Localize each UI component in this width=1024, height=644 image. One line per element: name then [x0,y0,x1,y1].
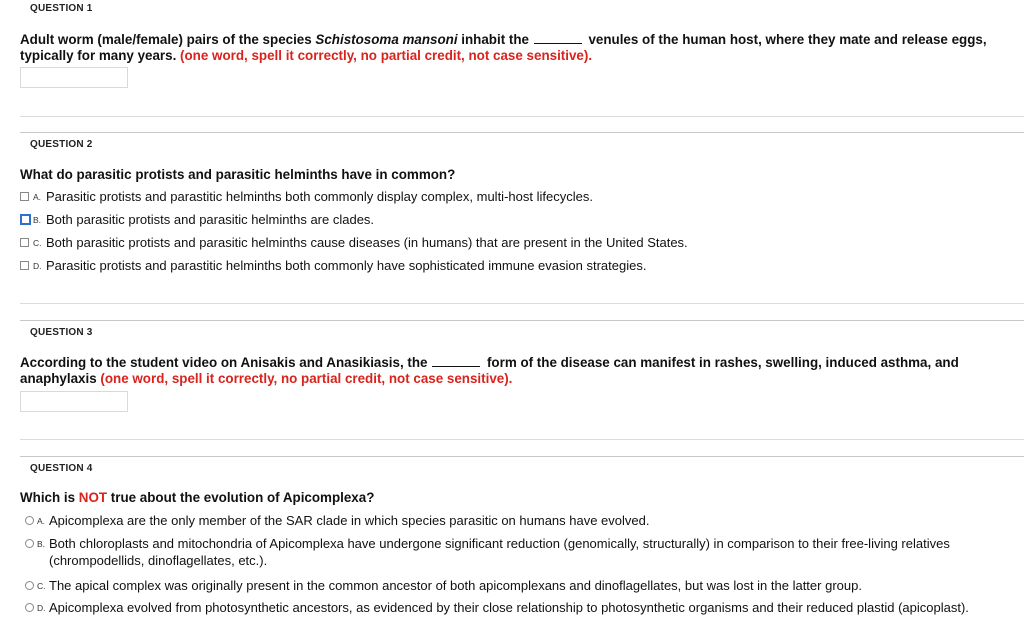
option-text: Apicomplexa are the only member of the SAR clade in which species parasitic on humans have evolved. [49,513,650,528]
question-4-option-b[interactable] [20,535,1010,571]
divider [20,132,1024,133]
question-4-option-a[interactable] [20,512,1010,530]
question-4-prompt-start: Which is [20,490,79,505]
option-letter: C. [37,581,46,591]
option-text: Parasitic protists and parastitic helminths both commonly display complex, multi-host lifecycles. [46,189,593,204]
answer-instructions: (one word, spell it correctly, no partial credit, not case sensitive). [100,371,513,386]
fill-in-blank [534,33,582,44]
question-2-header: QUESTION 2 [30,139,93,150]
checkbox[interactable] [20,238,29,247]
option-letter: B. [37,539,46,549]
radio-button[interactable] [25,603,34,612]
question-1-prompt-start: Adult worm (male/female) pairs of the species [20,32,316,47]
emphasis-not: NOT [78,490,108,505]
question-2-option-a[interactable] [20,188,1010,206]
question-1-prompt-mid: inhabit the [457,32,529,47]
radio-button[interactable] [25,516,34,525]
question-4-header: QUESTION 4 [30,463,93,474]
option-text: Apicomplexa evolved from photosynthetic ancestors, as evidenced by their close relationship to photosynthetic organisms and their reduced plastid (apicoplast). [49,600,969,615]
option-text: Both parasitic protists and parasitic helminths cause diseases (in humans) that are present in the United States. [46,235,688,250]
radio-button[interactable] [25,581,34,590]
option-text: The apical complex was originally present in the common ancestor of both apicomplexans and dinoflagellates, but was lost in the latter group. [49,578,862,593]
divider [20,320,1024,321]
species-name: Schistosoma mansoni [315,32,458,47]
divider [20,456,1024,457]
answer-instructions: (one word, spell it correctly, no partial credit, not case sensitive). [180,48,593,63]
option-letter: D. [33,261,42,271]
option-letter: C. [33,238,42,248]
question-3-answer-input[interactable] [20,391,128,412]
option-letter: D. [37,603,46,613]
question-3-header: QUESTION 3 [30,327,93,338]
checkbox[interactable] [20,261,29,270]
option-letter: B. [33,215,42,225]
question-4-option-d[interactable] [20,599,1010,635]
checkbox[interactable] [20,192,29,201]
question-1-prompt [20,32,1010,64]
question-1-header: QUESTION 1 [30,3,93,14]
divider [20,439,1024,440]
option-text: Both parasitic protists and parasitic helminths are clades. [46,212,375,227]
option-text: Parasitic protists and parastitic helminths both commonly have sophisticated immune evasion strategies. [46,258,647,273]
question-3-prompt [20,355,1010,387]
question-4-prompt-end: true about the evolution of Apicomplexa? [107,490,375,505]
divider [20,116,1024,117]
question-1-answer-input[interactable] [20,67,128,88]
question-2-option-d[interactable] [20,257,1010,275]
question-2-option-c[interactable] [20,234,1010,252]
option-letter: A. [33,192,42,202]
question-2-prompt: What do parasitic protists and parasitic helminths have in common? [20,167,456,182]
option-letter: A. [37,516,46,526]
question-4-option-c[interactable] [20,577,1010,595]
checkbox-selected[interactable] [20,214,31,225]
question-1-prompt-end: venules of the human host, where they mate and release eggs, typically for many years. [20,32,987,63]
question-3-prompt-end: form of the disease can manifest in rashes, swelling, induced asthma, and anaphylaxis [20,355,959,386]
fill-in-blank [432,356,480,367]
option-text: Both chloroplasts and mitochondria of Apicomplexa have undergone significant reduction (genomically, structurally) in comparison to their free-living relatives (chrompodellids, dinoflagellates, etc.). [49,536,950,568]
question-4-prompt [20,490,1010,506]
divider [20,303,1024,304]
question-2-option-b[interactable] [20,211,1010,229]
radio-button[interactable] [25,539,34,548]
question-3-prompt-start: According to the student video on Anisakis and Anasikiasis, the [20,355,428,370]
